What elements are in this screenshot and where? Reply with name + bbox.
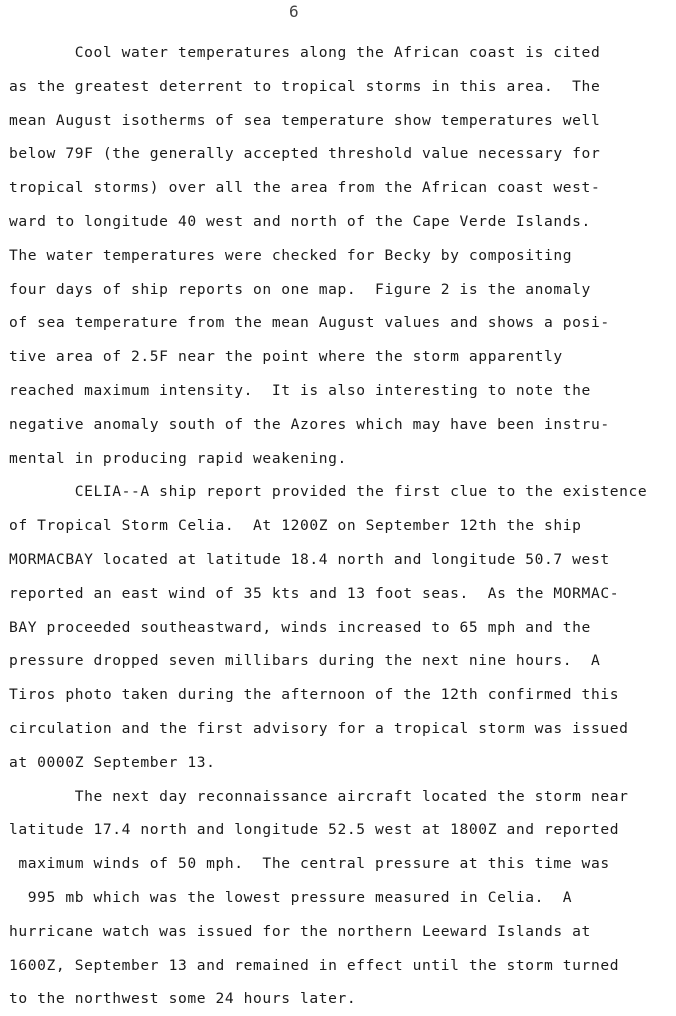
text-line: Cool water temperatures along the African coast is cited xyxy=(9,44,601,61)
text-line: reported an east wind of 35 kts and 13 foot seas. As the MORMAC- xyxy=(9,584,620,602)
text-line: 995 mb which was the lowest pressure measured in Celia. A xyxy=(9,888,573,906)
text-line: reached maximum intensity. It is also interesting to note the xyxy=(9,381,591,399)
text-line: negative anomaly south of the Azores which may have been instru- xyxy=(9,415,610,433)
text-line: circulation and the first advisory for a tropical storm was issued xyxy=(9,719,629,737)
text-line: as the greatest deterrent to tropical storms in this area. The xyxy=(9,77,601,95)
text-line: 1600Z, September 13 and remained in effect until the storm turned xyxy=(9,956,620,974)
text-line: The next day reconnaissance aircraft located the storm near xyxy=(9,787,629,805)
text-line: latitude 17.4 north and longitude 52.5 west at 1800Z and reported xyxy=(9,821,620,839)
text-line: CELIA--A ship report provided the first clue to the existence xyxy=(9,483,648,501)
text-line: The water temperatures were checked for Becky by compositing xyxy=(9,246,573,264)
text-line: pressure dropped seven millibars during the next nine hours. A xyxy=(9,652,601,670)
text-line: at 0000Z September 13. xyxy=(9,753,216,771)
document-body xyxy=(9,36,669,1016)
text-line: mental in producing rapid weakening. xyxy=(9,449,347,467)
text-line: tropical storms) over all the area from the African coast west- xyxy=(9,179,601,197)
text-line: BAY proceeded southeastward, winds increased to 65 mph and the xyxy=(9,618,591,636)
page-number: 6 xyxy=(289,2,299,21)
text-line: ward to longitude 40 west and north of the Cape Verde Islands. xyxy=(9,212,591,230)
text-line: of sea temperature from the mean August values and shows a posi- xyxy=(9,314,610,332)
text-line: tive area of 2.5F near the point where the storm apparently xyxy=(9,348,563,366)
text-line: Tiros photo taken during the afternoon of the 12th confirmed this xyxy=(9,686,620,704)
text-line: mean August isotherms of sea temperature show temperatures well xyxy=(9,111,601,129)
text-line: four days of ship reports on one map. Figure 2 is the anomaly xyxy=(9,280,591,298)
text-line: maximum winds of 50 mph. The central pressure at this time was xyxy=(9,855,610,873)
text-line: of Tropical Storm Celia. At 1200Z on September 12th the ship xyxy=(9,517,582,535)
text-line: hurricane watch was issued for the northern Leeward Islands at xyxy=(9,922,591,940)
text-line: to the northwest some 24 hours later. xyxy=(9,990,357,1008)
text-line: below 79F (the generally accepted threshold value necessary for xyxy=(9,145,601,163)
text-line: MORMACBAY located at latitude 18.4 north and longitude 50.7 west xyxy=(9,550,610,568)
